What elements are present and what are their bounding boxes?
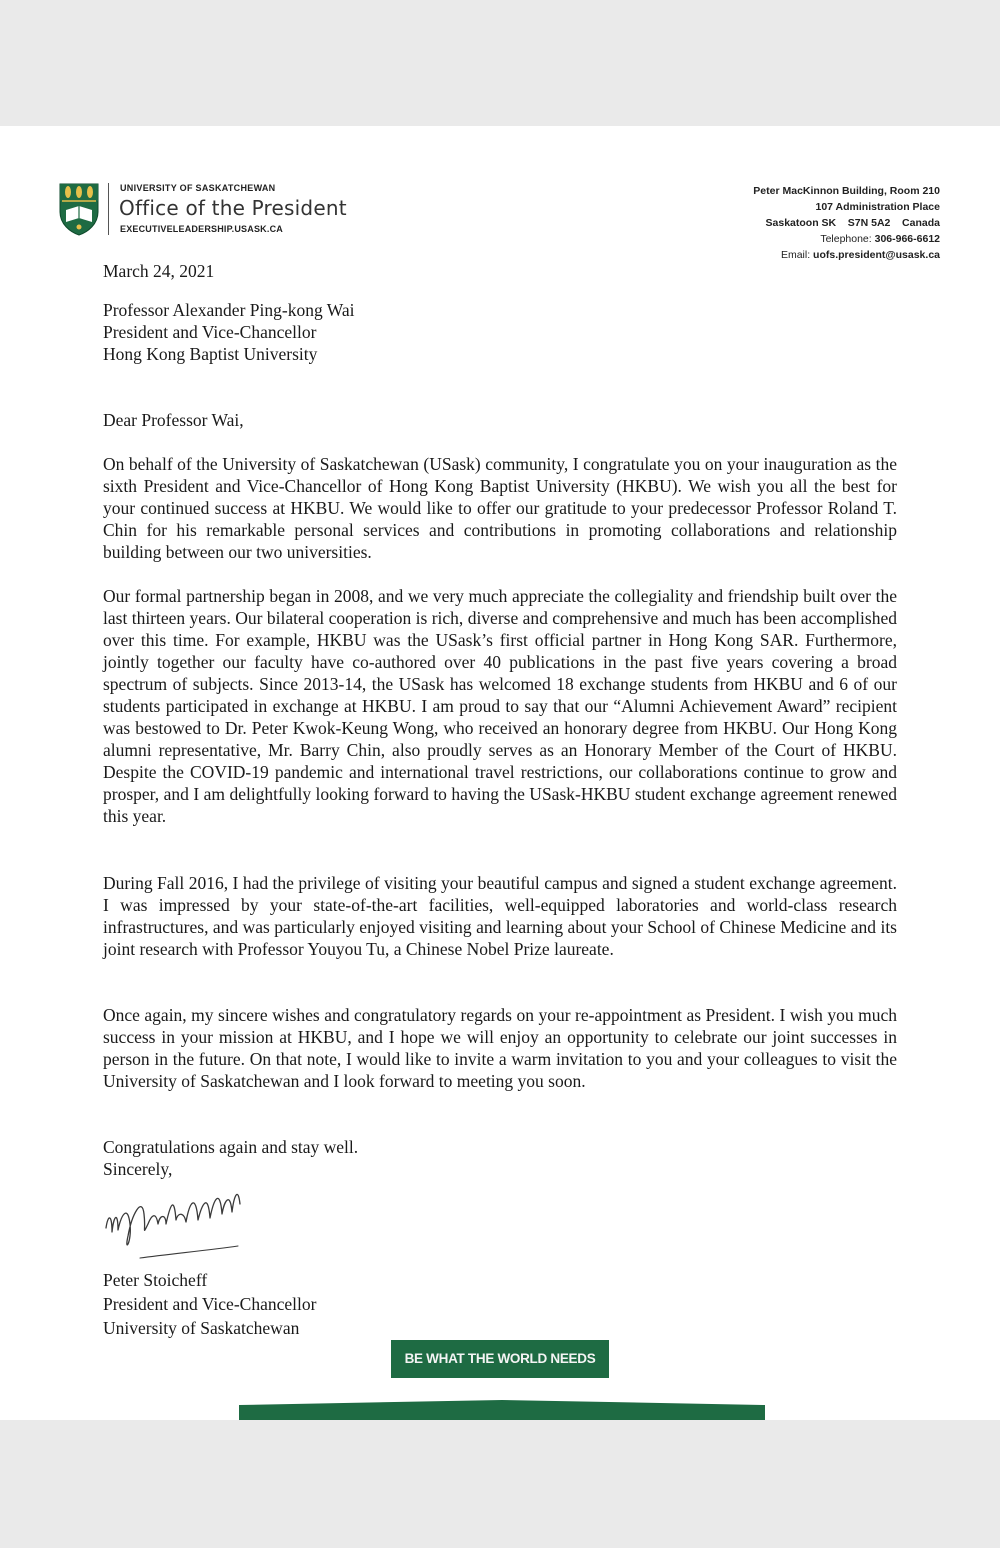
telephone-number: 306-966-6612 — [874, 233, 940, 245]
sender-address — [753, 183, 940, 263]
address-line: Saskatoon SK S7N 5A2 Canada — [765, 217, 940, 229]
letter-page — [0, 126, 1000, 1420]
body-paragraph: On behalf of the University of Saskatchewan (USask) community, I congratulate you on your inauguration as the sixth President and Vice-Chancellor of Hong Kong Baptist University (HKBU). We wish you all the best for your continued success at HKBU. We would like to offer our gratitude to your predecessor Professor Roland T. Chin for his remarkable personal services and contributions in promoting collaborations and relationship building between our two universities. — [103, 454, 897, 562]
office-url: EXECUTIVELEADERSHIP.USASK.CA — [120, 224, 283, 234]
body-paragraph: Our formal partnership began in 2008, and we very much appreciate the collegiality and friendship built over the last thirteen years. Our bilateral cooperation is rich, diverse and comprehensive and much has been accomplished over this time. For example, HKBU was the USask’s first official partner in Hong Kong SAR. Furthermore, jointly together our faculty have co-authored over 40 publications in the past five years covering a broad spectrum of subjects. Since 2013-14, the USask has welcomed 18 exchange students from HKBU and 6 of our students participated in exchange at HKBU. I am proud to say that our “Alumni Achievement Award” recipient was bestowed to Dr. Peter Kwok-Keung Wong, who received an honorary degree from HKBU. Our Hong Kong alumni representative, Mr. Barry Chin, also proudly serves as an Honorary Member of the Court of HKBU. Despite the COVID-19 pandemic and international travel restrictions, our collaborations continue to grow and prosper, and I am delightfully looking forward to having the USask-HKBU student exchange agreement renewed this year. — [103, 586, 897, 826]
recipient-line: President and Vice-Chancellor — [103, 322, 317, 342]
email-label: Email: — [780, 249, 814, 261]
telephone-line — [753, 231, 940, 247]
signer-institution: University of Saskatchewan — [103, 1318, 300, 1338]
address-line: 107 Administration Place — [815, 201, 940, 213]
body-paragraph: During Fall 2016, I had the privilege of visiting your beautiful campus and signed a student exchange agreement. I was impressed by your state-of-the-art facilities, well-equipped laboratories and world-class research infrastructures, and was particularly enjoyed visiting and learning about your School of Chinese Medicine and its joint research with Professor Youyou Tu, a Chinese Nobel Prize laureate. — [103, 873, 897, 959]
signer-block — [103, 1268, 897, 1340]
signer-name: Peter Stoicheff — [103, 1270, 208, 1290]
recipient-line: Hong Kong Baptist University — [103, 344, 318, 364]
recipient-block — [103, 299, 897, 365]
closing-block — [103, 1136, 897, 1180]
header-divider — [108, 183, 109, 235]
signature-image — [100, 1184, 250, 1262]
office-title: Office of the President — [119, 196, 347, 220]
university-name: UNIVERSITY OF SASKATCHEWAN — [120, 183, 276, 193]
closing-line: Congratulations again and stay well. — [103, 1137, 359, 1157]
telephone-label: Telephone: — [820, 233, 875, 245]
email-address: uofs.president@usask.ca — [813, 249, 940, 261]
salutation: Dear Professor Wai, — [103, 410, 244, 430]
usask-crest-icon — [58, 182, 100, 236]
letter-date: March 24, 2021 — [103, 261, 215, 281]
footer-band — [239, 1400, 765, 1420]
body-paragraph: Once again, my sincere wishes and congratulatory regards on your re-appointment as President. I wish you much success in your mission at HKBU, and I hope we will enjoy an opportunity to celebrate our joint successes in person in the future. On that note, I would like to invite a warm invitation to you and your colleagues to visit the University of Saskatchewan and I look forward to meeting you soon. — [103, 1005, 897, 1091]
tagline-banner: BE WHAT THE WORLD NEEDS — [391, 1340, 609, 1378]
signer-title: President and Vice-Chancellor — [103, 1294, 317, 1314]
closing-line: Sincerely, — [103, 1159, 173, 1179]
address-line: Peter MacKinnon Building, Room 210 — [753, 185, 940, 197]
recipient-line: Professor Alexander Ping-kong Wai — [103, 300, 355, 320]
